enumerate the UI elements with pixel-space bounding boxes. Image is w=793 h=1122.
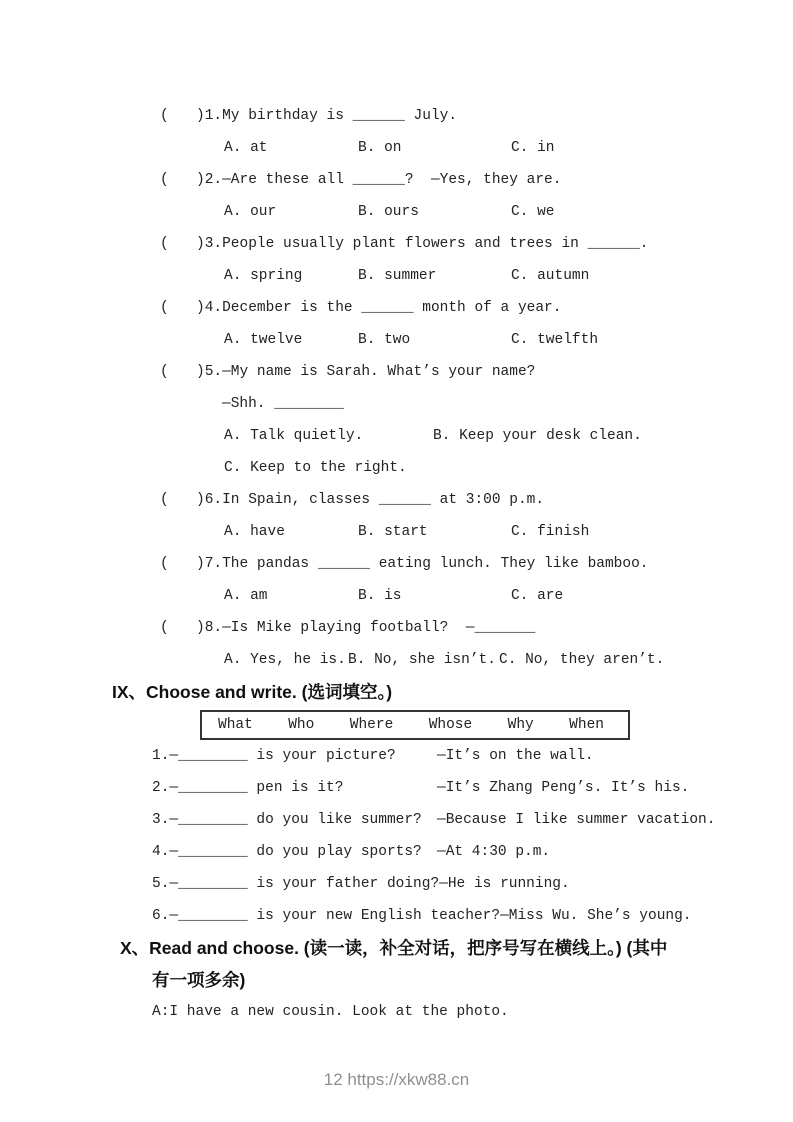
answer-paren: ( — [160, 300, 169, 316]
option-c: C. in — [511, 140, 555, 156]
option-a: A. at — [224, 140, 268, 156]
fill-question: 5.—________ is your father doing? — [152, 876, 440, 892]
section-ix-title: IX、Choose and write. (选词填空。) — [112, 682, 393, 702]
answer-paren: ( — [160, 556, 169, 572]
question-number: )2. — [196, 172, 223, 188]
question-text: My birthday is ______ July. — [222, 108, 458, 124]
fill-answer: —It’s on the wall. — [437, 748, 594, 764]
option-a: A. am — [224, 588, 268, 604]
option-c: C. are — [511, 588, 564, 604]
option-a: A. have — [224, 524, 285, 540]
question-number: )8. — [196, 620, 223, 636]
option-c: C. we — [511, 204, 555, 220]
answer-paren: ( — [160, 108, 169, 124]
question-text: —My name is Sarah. What’s your name? — [222, 364, 536, 380]
question-text: In Spain, classes ______ at 3:00 p.m. — [222, 492, 545, 508]
fill-answer: —He is running. — [439, 876, 570, 892]
option-c: C. twelfth — [511, 332, 599, 348]
mc-question-4 — [0, 292, 793, 356]
fill-question: 1.—________ is your picture? — [152, 748, 396, 764]
fill-item-3 — [0, 804, 793, 836]
fill-question: 3.—________ do you like summer? — [152, 812, 422, 828]
word-bank-item: When — [569, 717, 604, 733]
option-a: A. our — [224, 204, 277, 220]
question-text: —Is Mike playing football? —_______ — [222, 620, 536, 636]
word-bank-item: Who — [288, 717, 315, 733]
question-text-line2: —Shh. ________ — [222, 396, 344, 412]
question-number: )1. — [196, 108, 223, 124]
option-b: B. Keep your desk clean. — [433, 428, 642, 444]
option-a: A. spring — [224, 268, 303, 284]
word-bank-item: What — [218, 717, 253, 733]
question-text: December is the ______ month of a year. — [222, 300, 562, 316]
option-a: A. Yes, he is. — [224, 652, 346, 668]
mc-question-8 — [0, 612, 793, 676]
option-c: C. Keep to the right. — [224, 460, 407, 476]
mc-question-7 — [0, 548, 793, 612]
question-number: )7. — [196, 556, 223, 572]
option-b: B. start — [358, 524, 428, 540]
question-number: )5. — [196, 364, 223, 380]
option-b: B. ours — [358, 204, 419, 220]
word-bank — [200, 710, 630, 740]
answer-paren: ( — [160, 364, 169, 380]
fill-item-2 — [0, 772, 793, 804]
page-footer-watermark: 12 https://xkw88.cn — [323, 1070, 470, 1089]
fill-item-6 — [0, 900, 793, 932]
option-b: B. is — [358, 588, 402, 604]
fill-question: 2.—________ pen is it? — [152, 780, 344, 796]
mc-question-5 — [0, 356, 793, 484]
fill-answer: —At 4:30 p.m. — [437, 844, 551, 860]
option-b: B. on — [358, 140, 402, 156]
option-a: A. Talk quietly. — [224, 428, 364, 444]
mc-question-1 — [0, 100, 793, 164]
option-a: A. twelve — [224, 332, 303, 348]
option-c: C. autumn — [511, 268, 590, 284]
answer-paren: ( — [160, 236, 169, 252]
word-bank-item: Where — [349, 717, 394, 733]
answer-paren: ( — [160, 492, 169, 508]
question-number: )4. — [196, 300, 223, 316]
option-b: B. summer — [358, 268, 437, 284]
answer-paren: ( — [160, 620, 169, 636]
word-bank-item: Why — [507, 717, 534, 733]
question-text: People usually plant flowers and trees in ______. — [222, 236, 649, 252]
mc-question-3 — [0, 228, 793, 292]
fill-question: 6.—________ is your new English teacher? — [152, 908, 501, 924]
mc-question-2 — [0, 164, 793, 228]
fill-answer: —Miss Wu. She’s young. — [500, 908, 692, 924]
fill-item-5 — [0, 868, 793, 900]
fill-answer: —Because I like summer vacation. — [437, 812, 716, 828]
dialog-line-a: A:I have a new cousin. Look at the photo. — [152, 1004, 509, 1020]
option-b: B. No, she isn’t. — [348, 652, 496, 668]
question-number: )3. — [196, 236, 223, 252]
answer-paren: ( — [160, 172, 169, 188]
question-text: The pandas ______ eating lunch. They like bamboo. — [222, 556, 649, 572]
word-bank-item: Whose — [428, 717, 473, 733]
fill-question: 4.—________ do you play sports? — [152, 844, 422, 860]
fill-answer: —It’s Zhang Peng’s. It’s his. — [437, 780, 690, 796]
fill-item-4 — [0, 836, 793, 868]
fill-item-1 — [0, 740, 793, 772]
option-c: C. No, they aren’t. — [499, 652, 665, 668]
option-c: C. finish — [511, 524, 590, 540]
question-number: )6. — [196, 492, 223, 508]
section-x-title: X、Read and choose. (读一读，补全对话，把序号写在横线上。) (其中有一项多余) — [120, 938, 668, 990]
question-text: —Are these all ______? —Yes, they are. — [222, 172, 562, 188]
mc-question-6 — [0, 484, 793, 548]
option-b: B. two — [358, 332, 411, 348]
